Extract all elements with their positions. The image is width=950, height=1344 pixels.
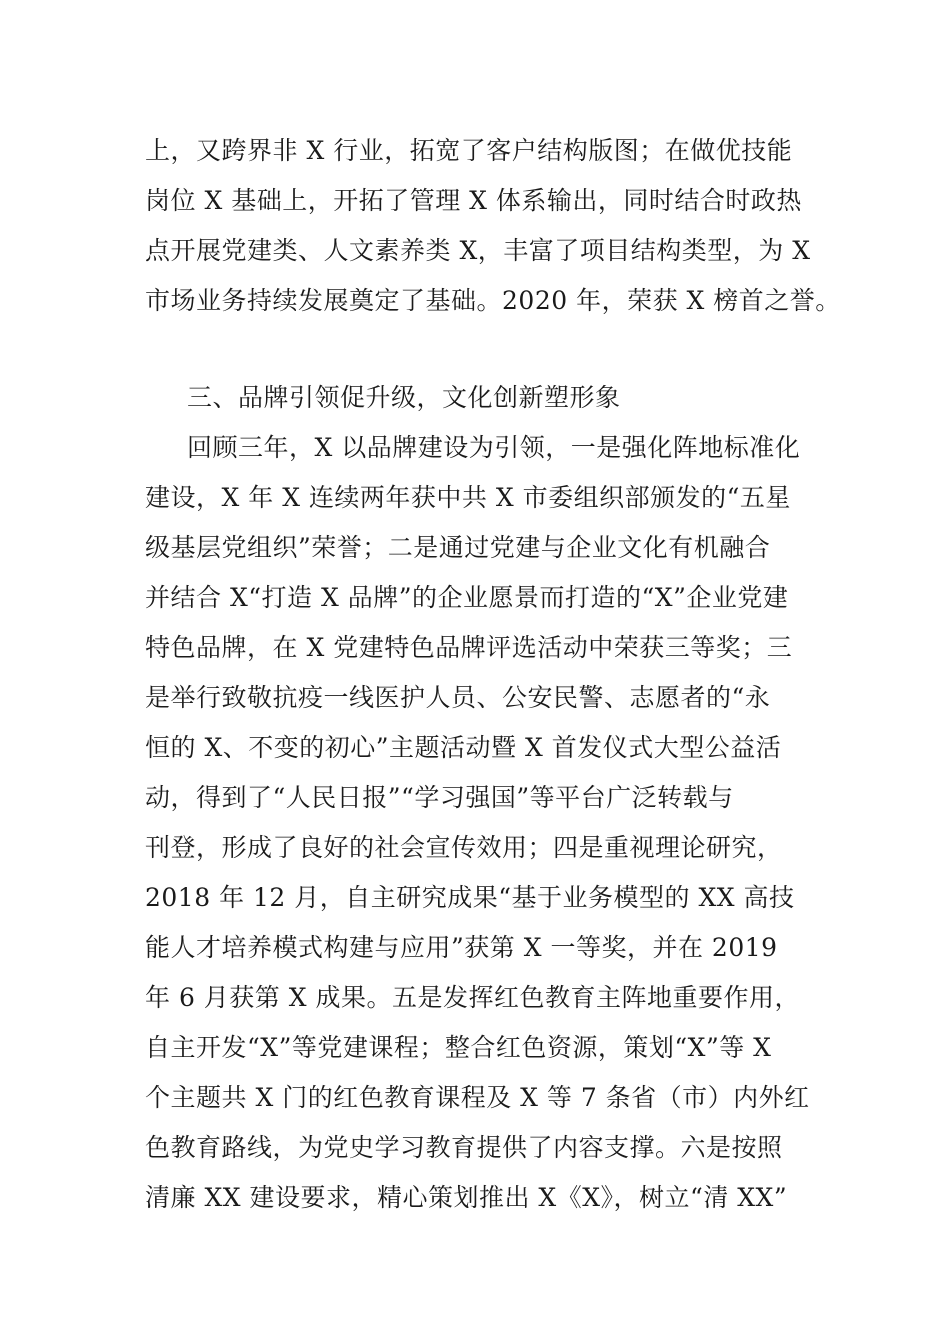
paragraph-line: 市场业务持续发展奠定了基础。2020 年，荣获 X 榜首之誉。: [145, 286, 841, 315]
paragraph-line: 能人才培养模式构建与应用”获第 X 一等奖，并在 2019: [145, 933, 778, 962]
paragraph-line: 刊登，形成了良好的社会宣传效用；四是重视理论研究，: [145, 833, 783, 862]
paragraph-line: 2018 年 12 月，自主研究成果“基于业务模型的 XX 高技: [145, 883, 795, 912]
paragraph-line: 并结合 X“打造 X 品牌”的企业愿景而打造的“X”企业党建: [145, 583, 789, 612]
paragraph-line: 建设，X 年 X 连续两年获中共 X 市委组织部颁发的“五星: [145, 483, 791, 512]
paragraph-line: 特色品牌，在 X 党建特色品牌评选活动中荣获三等奖；三: [145, 633, 793, 662]
section-heading: 三、品牌引领促升级，文化创新塑形象: [187, 383, 621, 412]
paragraph-line: 上，又跨界非 X 行业，拓宽了客户结构版图；在做优技能: [145, 136, 793, 165]
paragraph-line: 级基层党组织”荣誉；二是通过党建与企业文化有机融合: [145, 533, 771, 562]
paragraph-line: 是举行致敬抗疫一线医护人员、公安民警、志愿者的“永: [145, 683, 771, 712]
paragraph-line: 动，得到了“人民日报”“学习强国”等平台广泛转载与: [145, 783, 734, 812]
paragraph-line: 恒的 X、不变的初心”主题活动暨 X 首发仪式大型公益活: [145, 733, 782, 762]
paragraph-line: 回顾三年，X 以品牌建设为引领，一是强化阵地标准化: [187, 433, 801, 462]
paragraph-line: 自主开发“X”等党建课程；整合红色资源，策划“X”等 X: [145, 1033, 772, 1062]
paragraph-line: 色教育路线，为党史学习教育提供了内容支撑。六是按照: [145, 1133, 783, 1162]
paragraph-line: 年 6 月获第 X 成果。五是发挥红色教育主阵地重要作用，: [145, 983, 800, 1012]
paragraph-line: 个主题共 X 门的红色教育课程及 X 等 7 条省（市）内外红: [145, 1083, 810, 1112]
paragraph-line: 岗位 X 基础上，开拓了管理 X 体系输出，同时结合时政热: [145, 186, 802, 215]
paragraph-line: 点开展党建类、人文素养类 X，丰富了项目结构类型，为 X: [145, 236, 811, 265]
paragraph-line: 清廉 XX 建设要求，精心策划推出 X《X》，树立“清 XX”: [145, 1183, 788, 1212]
